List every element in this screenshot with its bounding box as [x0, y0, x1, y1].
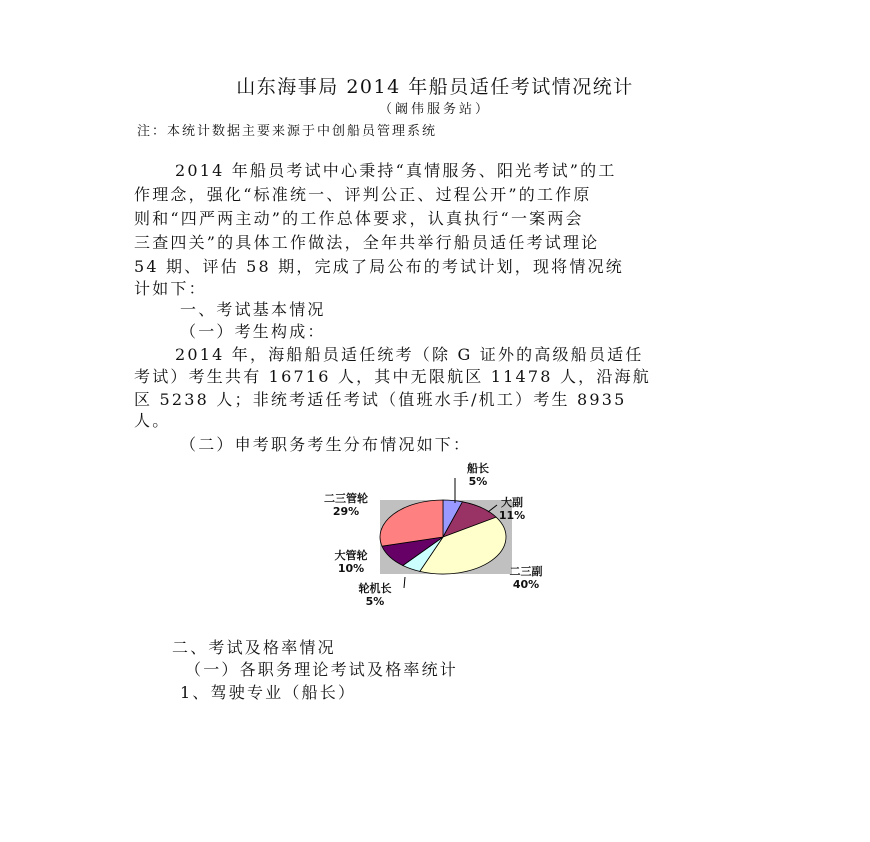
slice-label-chief-officer-name: 大副 — [501, 496, 523, 509]
composition-line-1: 2014 年，海船船员适任统考（除 G 证外的高级船员适任 — [175, 345, 644, 364]
document-subtitle: （阚伟服务站） — [378, 102, 491, 117]
slice-label-chief-engineer-name: 轮机长 — [358, 582, 392, 595]
slice-label-engineers-value: 29% — [332, 505, 360, 518]
intro-line-6: 计如下： — [134, 279, 207, 298]
composition-line-2: 考试）考生共有 16716 人，其中无限航区 11478 人，沿海航 — [134, 367, 651, 386]
slice-label-chief-officer — [490, 496, 534, 522]
intro-line-2: 作理念，强化“标准统一、评判公正、过程公开”的工作原 — [134, 185, 592, 204]
intro-line-3: 则和“四严两主动”的工作总体要求，认真执行“一案两会 — [134, 209, 584, 228]
section1-heading: 一、考试基本情况 — [180, 300, 326, 319]
slice-label-captain-name: 船长 — [467, 462, 489, 475]
slice-label-captain-value: 5% — [468, 475, 488, 488]
slice-label-second-engineer-value: 10% — [337, 562, 365, 575]
slice-label-second-engineer — [322, 549, 380, 575]
section1-sub2: （二）申考职务考生分布情况如下： — [180, 435, 472, 454]
section2-item1: 1、驾驶专业（船长） — [180, 683, 357, 702]
source-note: 注：本统计数据主要来源于中创船员管理系统 — [137, 124, 438, 139]
slice-label-second-third-officer — [498, 565, 554, 591]
intro-line-4: 三查四关”的具体工作做法，全年共举行船员适任考试理论 — [134, 233, 600, 252]
intro-line-5: 54 期、评估 58 期，完成了局公布的考试计划，现将情况统 — [134, 257, 624, 276]
section2-sub1: （一）各职务理论考试及格率统计 — [185, 660, 459, 679]
document-title: 山东海事局 2014 年船员适任考试情况统计 — [236, 76, 634, 98]
composition-line-4: 人。 — [134, 411, 171, 430]
slice-label-second-engineer-name: 大管轮 — [334, 549, 368, 562]
slice-label-chief-engineer — [346, 582, 404, 608]
slice-label-second-third-officer-name: 二三副 — [509, 565, 543, 578]
slice-label-engineers-name: 二三管轮 — [324, 492, 368, 505]
section1-sub1: （一）考生构成： — [180, 322, 326, 341]
section2-heading: 二、考试及格率情况 — [172, 638, 336, 657]
slice-label-captain — [461, 462, 495, 488]
composition-line-3: 区 5238 人；非统考适任考试（值班水手/机工）考生 8935 — [134, 390, 627, 409]
intro-line-1: 2014 年船员考试中心秉持“真情服务、阳光考试”的工 — [175, 161, 617, 180]
slice-label-chief-officer-value: 11% — [498, 509, 526, 522]
slice-label-second-third-officer-value: 40% — [512, 578, 540, 591]
slice-label-engineers — [310, 492, 382, 518]
slice-label-chief-engineer-value: 5% — [365, 595, 385, 608]
